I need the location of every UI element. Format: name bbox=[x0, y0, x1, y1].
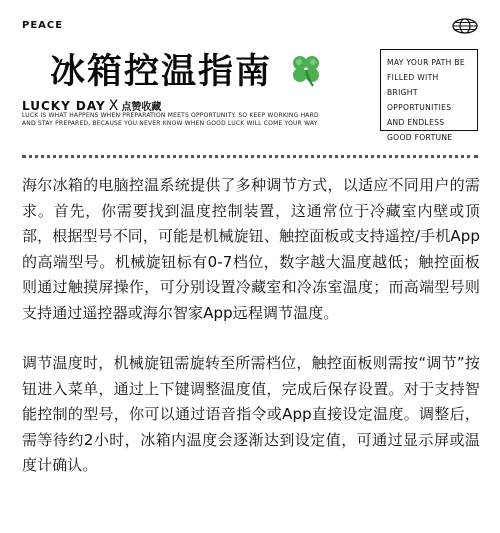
paragraph-1: 海尔冰箱的电脑控温系统提供了多种调节方式，以适应不同用户的需求。首先，你需要找到温度控制装置，这通常位于冷藏室内壁或顶部，根据型号不同，可能是机械旋钮、触控面板或支持遥控/手机App的高端型号。机械旋钮标有0-7档位，数字越大温度越低；触控面板则通过触摸屏操作，可分别设置冷藏室和冷冻室温度；而高端型号则支持通过遥控器或海尔智家App远程调节温度。 bbox=[22, 176, 480, 322]
article-body bbox=[22, 173, 480, 479]
clover-icon bbox=[288, 52, 324, 88]
like-save-label: 点赞收藏 bbox=[121, 102, 162, 113]
top-bar bbox=[22, 20, 478, 36]
lucky-day-label: LUCKY DAY bbox=[22, 99, 106, 113]
brand-label: PEACE bbox=[22, 20, 64, 31]
tagline: LUCK IS WHAT HAPPENS WHEN PREPARATION MEETS OPPORTUNITY. SO KEEP WORKING HARD AND STAY PREPARED, BECAUSE YOU NEVER KNOW WHEN GOOD LUCK WILL COME YOUR WAY bbox=[22, 112, 319, 127]
dotted-divider bbox=[22, 155, 478, 158]
page-title: 冰箱控温指南 bbox=[50, 52, 273, 92]
paragraph-2: 调节温度时，机械旋钮需旋转至所需档位，触控面板则需按“调节”按钮进入菜单，通过上下键调整温度值，完成后保存设置。对于支持智能控制的型号，你可以通过语音指令或App直接设定温度。调整后，需等待约2小时，冰箱内温度会逐渐达到设定值，可通过显示屏或温度计确认。 bbox=[22, 354, 480, 474]
separator-x: X bbox=[108, 98, 119, 114]
globe-icon bbox=[452, 18, 478, 34]
fortune-box: MAY YOUR PATH BE FILLED WITH BRIGHT OPPORTUNITIES AND ENDLESS GOOD FORTUNE bbox=[380, 49, 478, 131]
